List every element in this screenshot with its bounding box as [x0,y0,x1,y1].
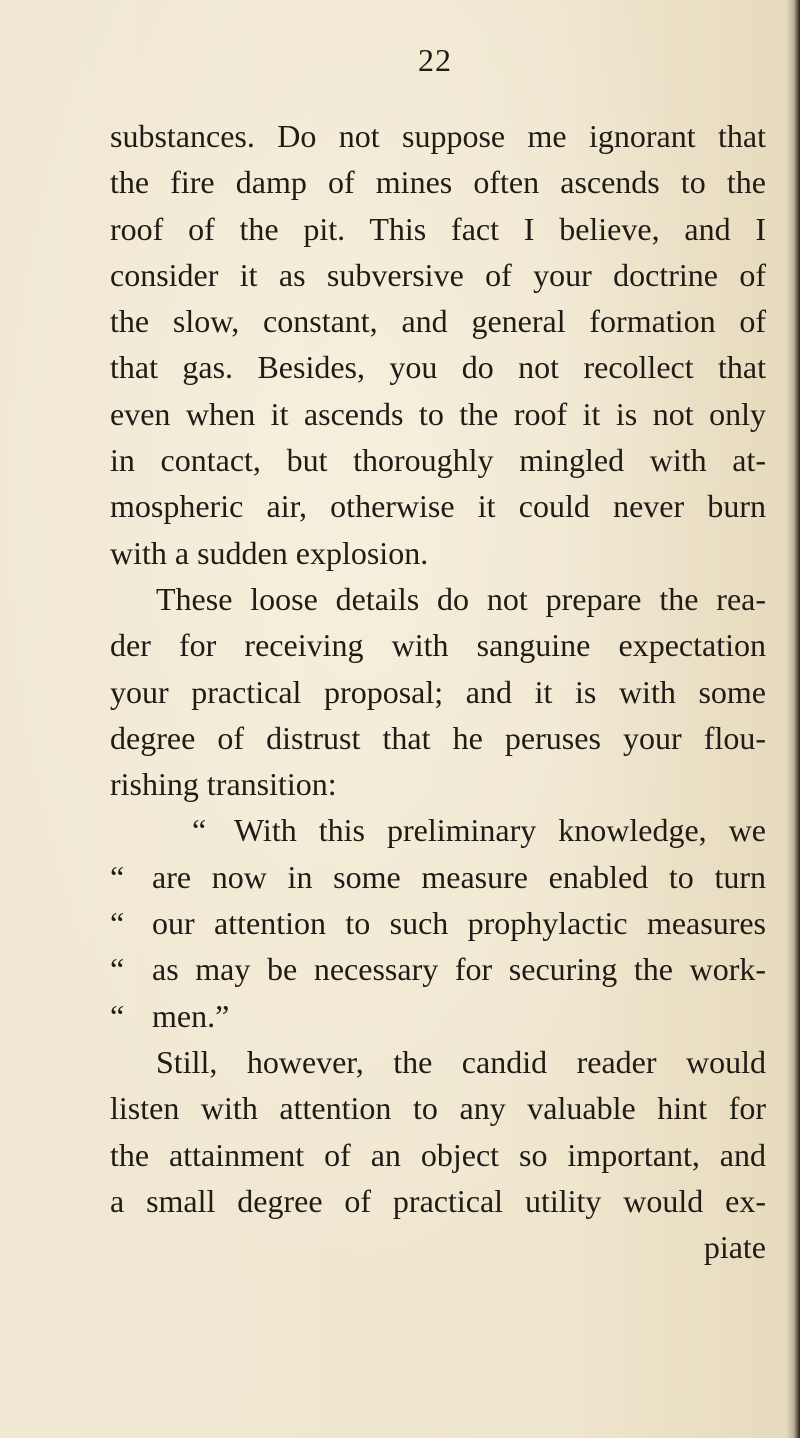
text-line: roof of the pit. This fact I believe, and I [110,210,766,247]
text-line: listen with attention to any valuable hint for [110,1090,766,1127]
quote-text: men.” [152,997,230,1034]
quote-line [110,993,766,1039]
text-line: a small degree of practical utility would ex- [110,1182,766,1219]
text-line: that gas. Besides, you do not recollect that [110,349,766,386]
text-line: These loose details do not prepare the rea- [156,580,766,617]
quote-text: our attention to such prophylactic measures [152,905,766,942]
text-line: degree of distrust that he peruses your flou- [110,719,766,756]
text-line: substances. Do not suppose me ignorant that [110,118,766,154]
quote-mark: “ [192,812,207,849]
text-line: even when it ascends to the roof it is not only [110,395,766,432]
body-text [110,113,766,1270]
text-line: consider it as subversive of your doctrine of [110,256,766,293]
quote-line [110,854,766,900]
text-line: with a sudden explosion. [110,534,429,571]
quote-mark: “ [110,858,125,895]
quote-line [110,946,766,992]
text-line: rishing transition: [110,766,337,803]
quote-mark: “ [110,997,125,1034]
quote-text: are now in some measure enabled to turn [152,858,766,895]
text-line: the slow, constant, and general formation of [110,303,766,340]
text-line: Still, however, the candid reader would [156,1043,766,1080]
text-line: der for receiving with sanguine expectation [110,627,766,664]
page-edge-shadow [786,0,800,1438]
catchword: piate [703,1229,766,1266]
text-line: your practical proposal; and it is with some [110,673,766,710]
quote-line [110,807,766,853]
quote-mark: “ [110,951,125,988]
quote-line [110,900,766,946]
text-line: in contact, but thoroughly mingled with at- [110,442,766,479]
page-number: 22 [418,42,452,78]
text-line: the fire damp of mines often ascends to the [110,164,766,201]
quote-mark: “ [110,905,125,942]
quote-text: With this preliminary knowledge, we [234,812,766,849]
text-line: the attainment of an object so important, and [110,1136,766,1173]
quote-text: as may be necessary for securing the work- [152,951,766,988]
text-line: mospheric air, otherwise it could never burn [110,488,766,525]
